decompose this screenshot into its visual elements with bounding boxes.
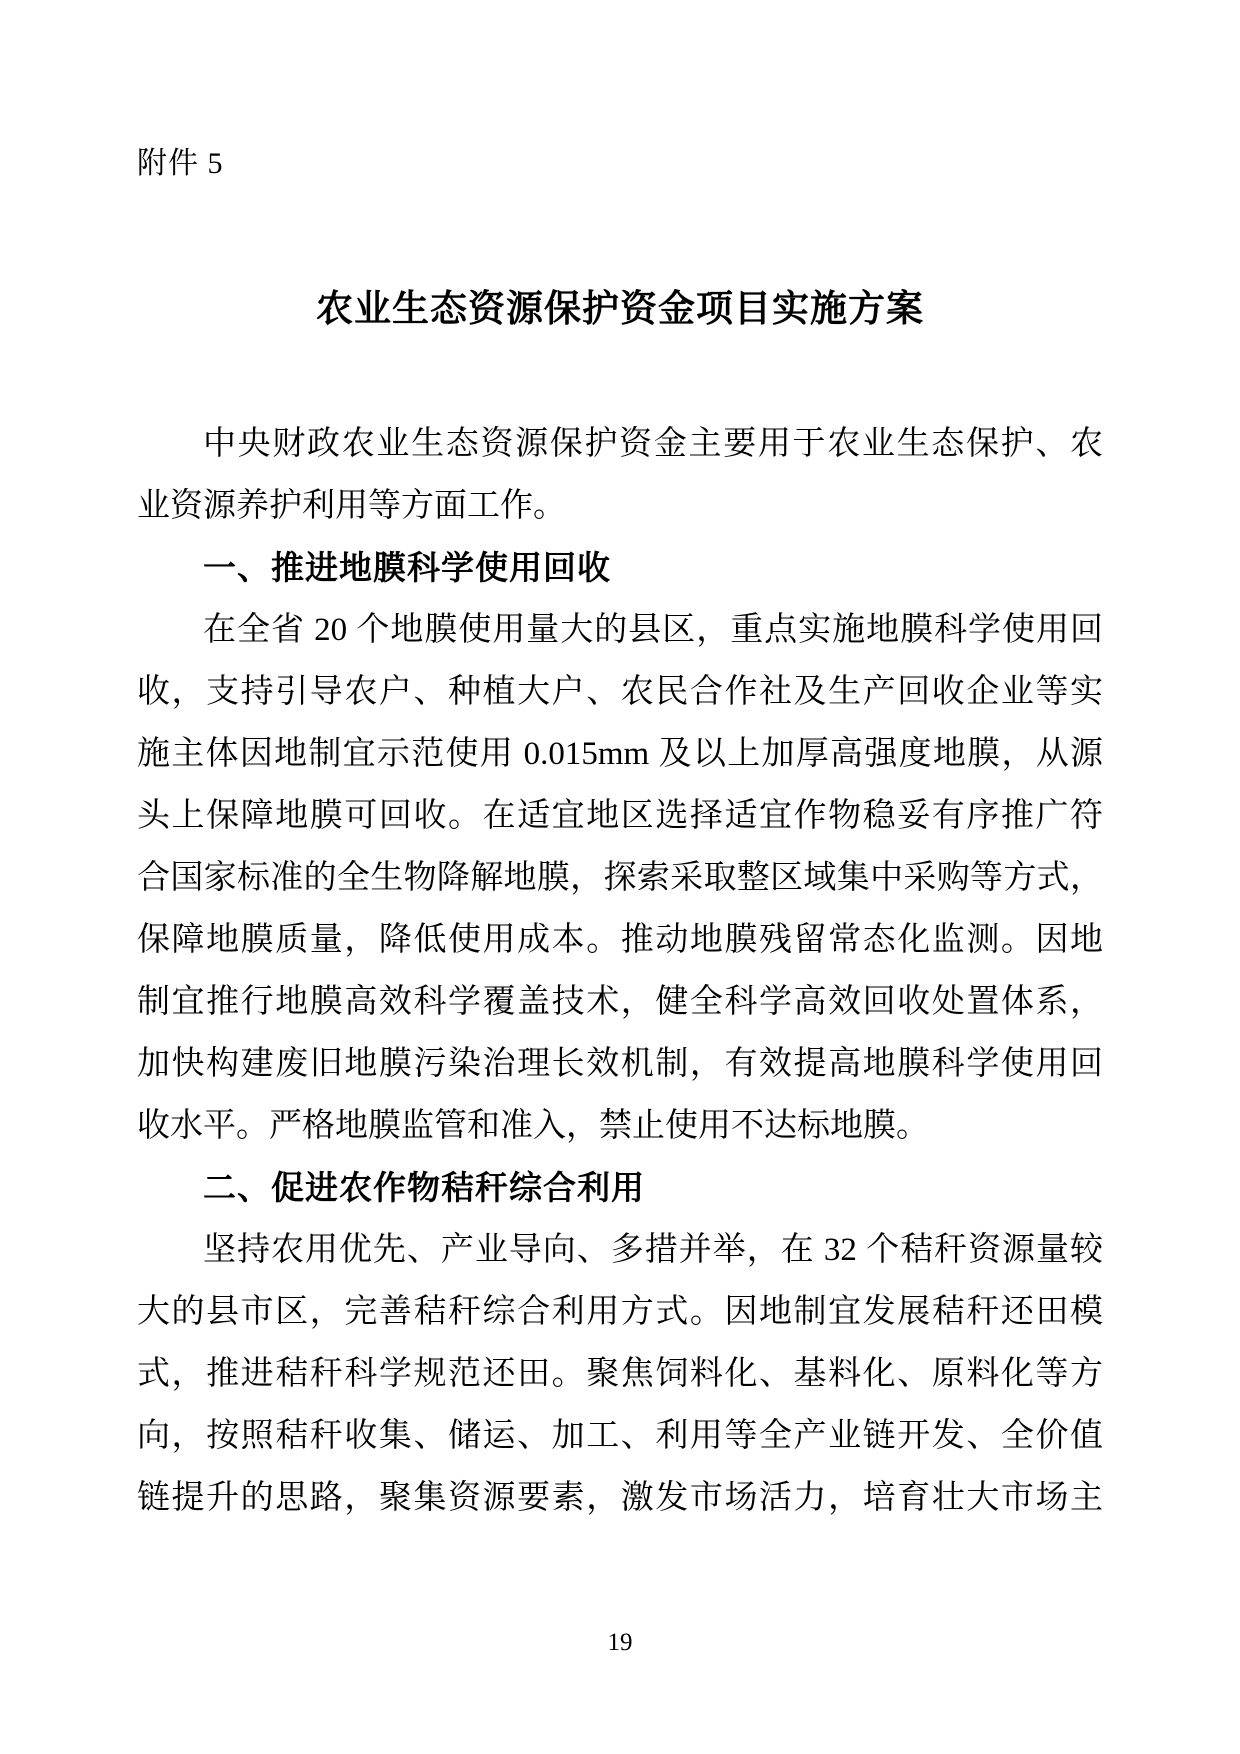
section-heading: 二、促进农作物秸秆综合利用 xyxy=(203,1169,645,1206)
attachment-label: 附件 5 xyxy=(137,147,224,180)
body-line: 式，推进秸秆科学规范还田。聚焦饲料化、基料化、原料化等方 xyxy=(137,1356,1103,1392)
body-line: 保障地膜质量，降低使用成本。推动地膜残留常态化监测。因地 xyxy=(137,922,1103,958)
body-line: 坚持农用优先、产业导向、多措并举，在 32 个秸秆资源量较 xyxy=(203,1232,1103,1268)
body-line: 向，按照秸秆收集、储运、加工、利用等全产业链开发、全价值 xyxy=(137,1418,1103,1454)
body-line: 施主体因地制宜示范使用 0.015mm 及以上加厚高强度地膜，从源 xyxy=(137,736,1103,772)
body-line: 收水平。严格地膜监管和准入，禁止使用不达标地膜。 xyxy=(137,1108,929,1144)
body-line: 合国家标准的全生物降解地膜，探索采取整区域集中采购等方式， xyxy=(137,860,1103,896)
body-line: 制宜推行地膜高效科学覆盖技术，健全科学高效回收处置体系， xyxy=(137,984,1103,1020)
body-line: 收，支持引导农户、种植大户、农民合作社及生产回收企业等实 xyxy=(137,674,1103,710)
body-line: 头上保障地膜可回收。在适宜地区选择适宜作物稳妥有序推广符 xyxy=(137,798,1103,834)
body-line: 链提升的思路，聚集资源要素，激发市场活力，培育壮大市场主 xyxy=(137,1480,1103,1516)
section-heading: 一、推进地膜科学使用回收 xyxy=(203,549,611,586)
body-line: 加快构建废旧地膜污染治理长效机制，有效提高地膜科学使用回 xyxy=(137,1046,1103,1082)
page-number: 19 xyxy=(607,1629,633,1656)
document-body xyxy=(137,413,1103,1529)
body-line: 业资源养护利用等方面工作。 xyxy=(137,488,566,524)
body-line: 大的县市区，完善秸秆综合利用方式。因地制宜发展秸秆还田模 xyxy=(137,1294,1103,1330)
body-line: 在全省 20 个地膜使用量大的县区，重点实施地膜科学使用回 xyxy=(203,612,1103,648)
page-title: 农业生态资源保护资金项目实施方案 xyxy=(316,289,924,330)
body-line: 中央财政农业生态资源保护资金主要用于农业生态保护、农 xyxy=(203,426,1103,462)
